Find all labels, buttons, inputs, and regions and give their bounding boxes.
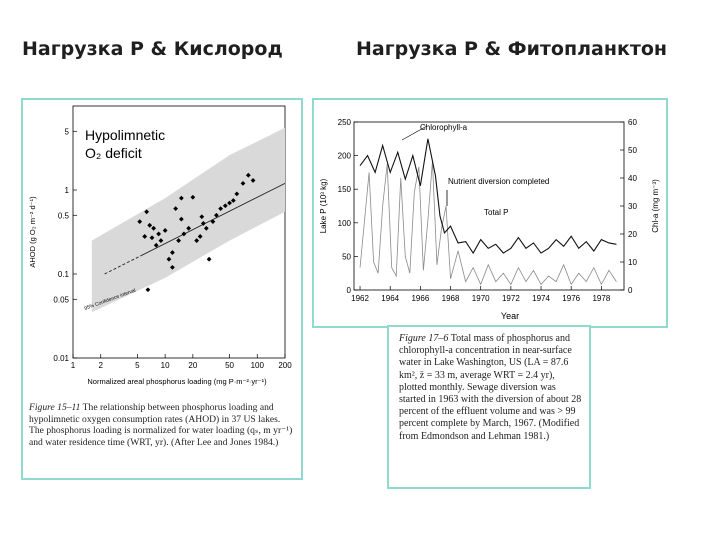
right-tick-label: 10	[628, 258, 637, 267]
x-tick-label: 1968	[441, 294, 460, 303]
x-tick-label: 1	[70, 361, 76, 370]
x-tick-label: 1970	[471, 294, 490, 303]
right-tick-label: 40	[628, 174, 637, 183]
total-p-annotation: Total P	[484, 208, 509, 217]
x-tick-label: 1976	[562, 294, 581, 303]
figure-lake-washington	[312, 98, 668, 328]
x-tick-label: 1964	[381, 294, 400, 303]
x-tick-label: 200	[278, 361, 292, 370]
x-tick-label: 1972	[501, 294, 520, 303]
x-tick-label: 1962	[351, 294, 369, 303]
right-tick-label: 20	[628, 230, 637, 239]
left-tick-label: 150	[337, 185, 351, 195]
lw-left-axis-label: Lake P (10³ kg)	[319, 178, 328, 234]
ahod-y-axis-label: AHOD (g O₂ m⁻² d⁻¹)	[28, 196, 37, 268]
band-label: 95% Confidence interval	[83, 287, 137, 312]
x-tick-label: 1966	[411, 294, 430, 303]
x-tick-label: 20	[188, 361, 198, 370]
y-tick-label: 0.1	[57, 270, 69, 279]
ahod-chart	[23, 100, 301, 400]
y-tick-label: 0.05	[53, 295, 69, 305]
lw-right-axis-label: Chl-a (mg m⁻³)	[651, 179, 660, 233]
right-tick-label: 30	[628, 202, 637, 211]
x-tick-label: 2	[98, 361, 103, 370]
y-tick-label: 1	[64, 186, 69, 195]
left-tick-label: 50	[342, 252, 351, 262]
x-tick-label: 100	[250, 361, 264, 370]
caption-right-figno: Figure 17–6	[399, 333, 449, 344]
panel-label-line1: Hypolimnetic	[85, 127, 166, 143]
lw-x-axis-label: Year	[500, 311, 520, 321]
lw-plot-frame	[354, 122, 624, 290]
left-tick-label: 200	[337, 151, 351, 161]
x-tick-label: 1978	[592, 294, 611, 303]
chlorophyll-annotation: Chlorophyll-a	[420, 123, 468, 132]
data-point	[207, 257, 212, 262]
slide-title-left: Нагрузка Р & Кислород	[22, 38, 283, 60]
caption-left	[29, 402, 297, 448]
x-tick-label: 50	[225, 361, 234, 370]
left-tick-label: 250	[337, 118, 351, 127]
caption-right	[399, 333, 583, 443]
total-p-series-line	[360, 139, 616, 253]
y-tick-label: 5	[64, 127, 69, 137]
ahod-x-axis-label: Normalized areal phosphorus loading (mg P·m⁻²·yr⁻¹)	[87, 377, 267, 386]
figure-ahod	[21, 98, 303, 480]
right-tick-label: 0	[628, 286, 633, 295]
x-tick-label: 1974	[532, 294, 550, 303]
caption-right-text: Total mass of phosphorus and chlorophyll-a concentration in near-surface water in Lake Washington, US (LA = 87.6 km², z̄ = 33 m, average WRT = 2.4 yr), plotted monthly. Sewage diversion was started in 1963 with the diversion of about 28 percent of the effluent volume and was > 99 percent complete by March, 1967. (Modified from Edmondson and Lehman 1981.)	[399, 333, 582, 442]
right-tick-label: 50	[628, 146, 637, 155]
right-tick-label: 60	[628, 118, 637, 127]
x-tick-label: 10	[160, 361, 170, 370]
lake-washington-chart	[314, 100, 666, 326]
caption-left-text: The relationship between phosphorus loading and hypolimnetic oxygen consumption rates (AHOD) in 37 US lakes. The phosphorus loading is normalized for water loading (qₛ, m yr⁻¹) and water residence time (WRT, yr). (After Lee and Jones 1984.)	[29, 402, 293, 448]
left-tick-label: 100	[337, 218, 351, 228]
y-tick-label: 0.01	[53, 354, 69, 363]
caption-right-box	[387, 325, 591, 489]
caption-left-figno: Figure 15–11	[29, 402, 81, 413]
y-tick-label: 0.5	[57, 211, 69, 221]
data-point	[145, 287, 150, 292]
panel-label-line2: O₂ deficit	[85, 145, 142, 161]
x-tick-label: 5	[135, 361, 140, 370]
slide-title-right: Нагрузка Р & Фитопланктон	[356, 38, 668, 60]
diversion-annotation: Nutrient diversion completed	[448, 177, 550, 186]
left-tick-label: 0	[346, 286, 351, 295]
